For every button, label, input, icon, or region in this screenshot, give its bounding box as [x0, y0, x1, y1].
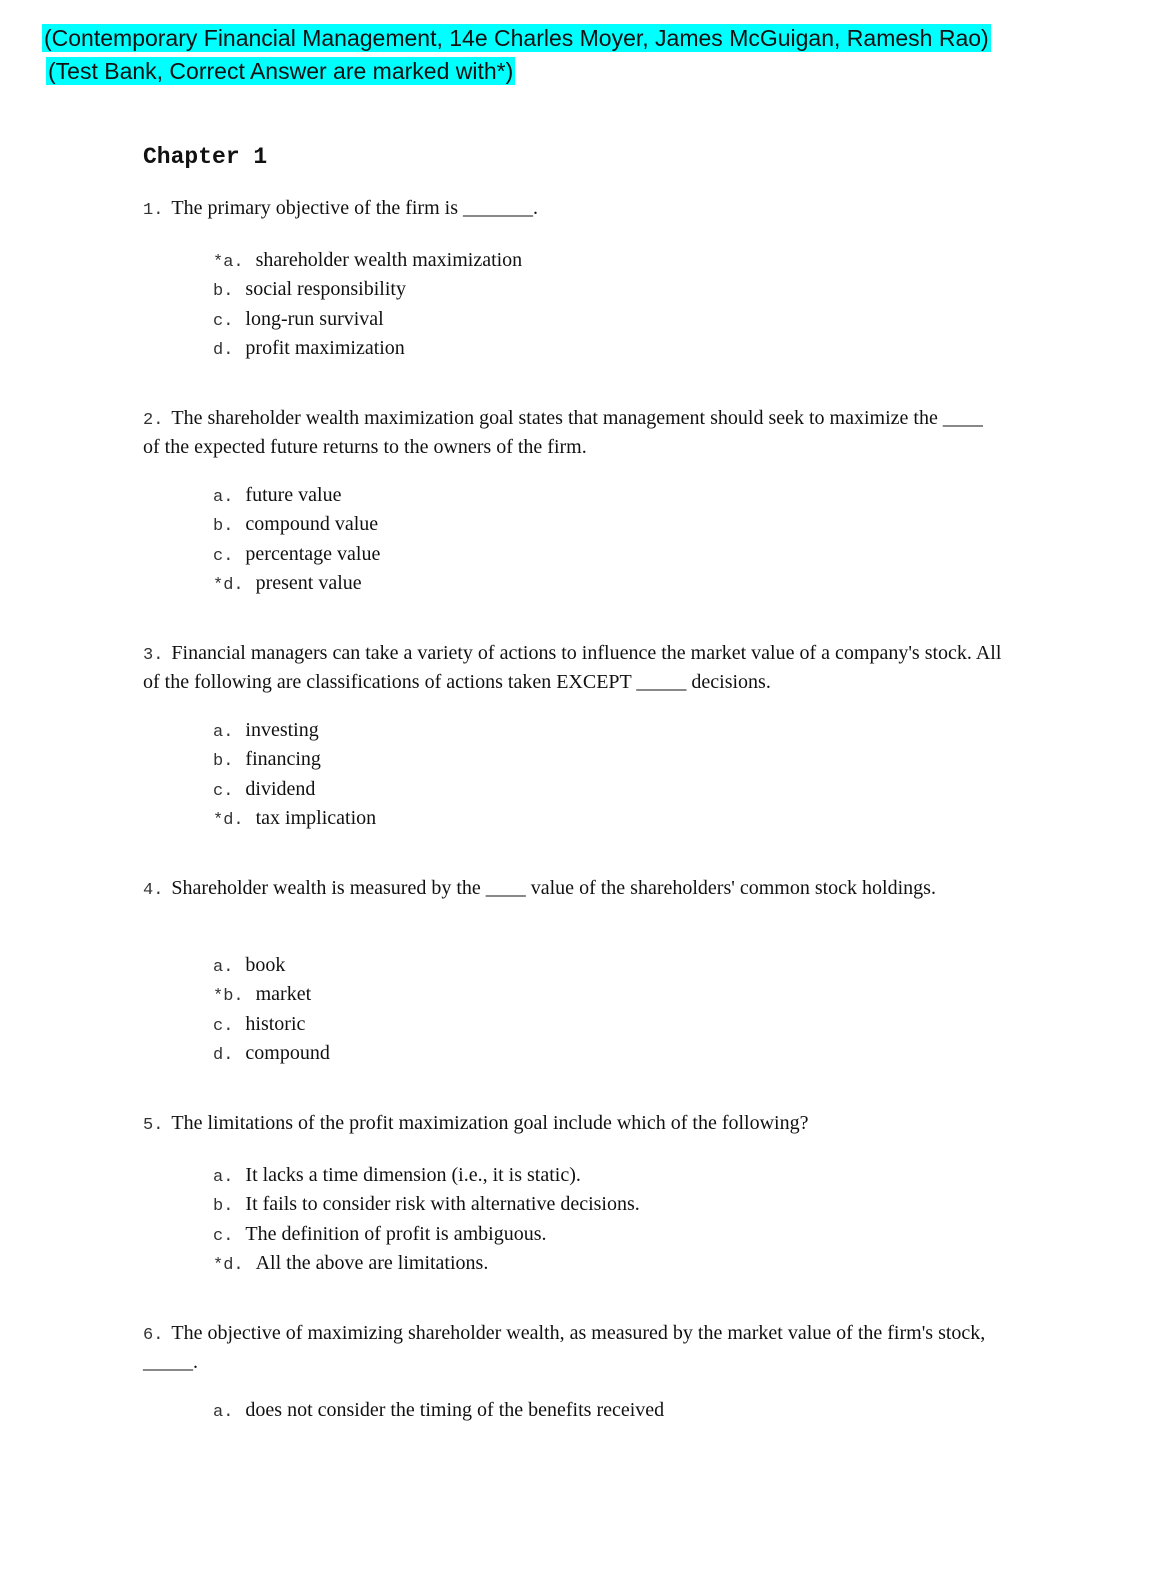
question-2 — [143, 405, 1003, 460]
question-text: The objective of maximizing shareholder wealth, as measured by the market value of the firm's stock, _____. — [143, 1322, 986, 1373]
option-text: social responsibility — [245, 278, 406, 301]
option-d — [213, 1250, 640, 1279]
option-letter: d. — [213, 340, 234, 360]
option-c — [213, 776, 376, 805]
option-a — [213, 717, 376, 746]
option-text: profit maximization — [245, 336, 405, 359]
option-letter: a. — [213, 958, 234, 977]
question-text: The limitations of the profit maximization goal include which of the following? — [171, 1112, 809, 1134]
question-text: The shareholder wealth maximization goal states that management should seek to maximize the ____ of the expected future returns to the owners of the firm. — [143, 407, 983, 458]
option-b — [213, 746, 376, 775]
option-text: future value — [245, 484, 342, 506]
document-title-line-1: (Contemporary Financial Management, 14e Charles Moyer, James McGuigan, Ramesh Rao) — [44, 25, 989, 51]
option-b — [213, 276, 522, 305]
option-letter: *d. — [213, 575, 244, 595]
question-1-options — [213, 247, 522, 364]
question-4-options — [213, 952, 330, 1069]
question-4 — [143, 875, 1003, 904]
option-letter: c. — [213, 1226, 234, 1246]
question-number: 4. — [143, 881, 164, 900]
option-letter: c. — [213, 311, 234, 331]
option-letter: b. — [213, 282, 234, 302]
option-b — [213, 1191, 640, 1220]
option-text: historic — [245, 1012, 306, 1035]
option-text: It lacks a time dimension (i.e., it is static). — [245, 1164, 581, 1186]
question-text: Financial managers can take a variety of actions to influence the market value of a company's stock. All of the following are classifications of actions taken EXCEPT _____ decisions. — [143, 642, 1002, 693]
chapter-heading: Chapter 1 — [143, 144, 268, 170]
option-letter: a. — [213, 1403, 234, 1422]
option-text: shareholder wealth maximization — [255, 249, 523, 271]
question-6 — [143, 1320, 1003, 1375]
option-b — [213, 981, 330, 1010]
question-6-options — [213, 1397, 664, 1426]
option-letter: *d. — [213, 1255, 244, 1275]
option-text: compound — [245, 1041, 330, 1064]
question-5 — [143, 1110, 1003, 1139]
option-text: market — [255, 983, 312, 1006]
option-c — [213, 1011, 330, 1040]
option-letter: c. — [213, 546, 234, 566]
option-text: does not consider the timing of the benefits received — [245, 1399, 665, 1421]
question-number: 6. — [143, 1326, 164, 1345]
option-text: The definition of profit is ambiguous. — [245, 1222, 547, 1245]
question-1 — [143, 195, 1003, 224]
option-text: It fails to consider risk with alternative decisions. — [245, 1193, 640, 1216]
question-2-options — [213, 482, 380, 599]
option-text: All the above are limitations. — [255, 1251, 489, 1274]
option-letter: a. — [213, 723, 234, 742]
option-d — [213, 335, 522, 364]
question-5-options — [213, 1162, 640, 1279]
option-text: dividend — [245, 777, 316, 800]
question-number: 3. — [143, 646, 164, 665]
question-text: Shareholder wealth is measured by the ____ value of the shareholders' common stock holdings. — [171, 877, 936, 899]
option-d — [213, 805, 376, 834]
option-c — [213, 1221, 640, 1250]
option-letter: b. — [213, 752, 234, 772]
option-text: financing — [245, 748, 321, 771]
option-a — [213, 247, 522, 276]
option-letter: *a. — [213, 253, 244, 272]
question-number: 2. — [143, 411, 164, 430]
option-letter: c. — [213, 781, 234, 801]
option-a — [213, 1397, 664, 1426]
question-3-options — [213, 717, 376, 834]
question-number: 1. — [143, 201, 164, 220]
option-c — [213, 306, 522, 335]
option-a — [213, 952, 330, 981]
question-text: The primary objective of the firm is _______. — [171, 197, 538, 219]
option-text: percentage value — [245, 542, 381, 565]
option-text: present value — [255, 571, 362, 594]
option-text: investing — [245, 719, 319, 741]
option-letter: b. — [213, 517, 234, 537]
option-letter: a. — [213, 488, 234, 507]
option-text: long-run survival — [245, 307, 384, 330]
document-title-line-2: (Test Bank, Correct Answer are marked with*) — [48, 58, 514, 84]
option-letter: c. — [213, 1016, 234, 1036]
option-letter: *b. — [213, 987, 244, 1007]
option-c — [213, 541, 380, 570]
option-a — [213, 1162, 640, 1191]
option-b — [213, 511, 380, 540]
option-text: book — [245, 954, 286, 976]
option-letter: *d. — [213, 810, 244, 830]
question-number: 5. — [143, 1116, 164, 1135]
option-letter: b. — [213, 1197, 234, 1217]
option-d — [213, 570, 380, 599]
option-text: compound value — [245, 513, 379, 536]
option-letter: a. — [213, 1168, 234, 1187]
option-d — [213, 1040, 330, 1069]
question-3 — [143, 640, 1003, 695]
option-letter: d. — [213, 1045, 234, 1065]
option-text: tax implication — [255, 806, 377, 829]
option-a — [213, 482, 380, 511]
